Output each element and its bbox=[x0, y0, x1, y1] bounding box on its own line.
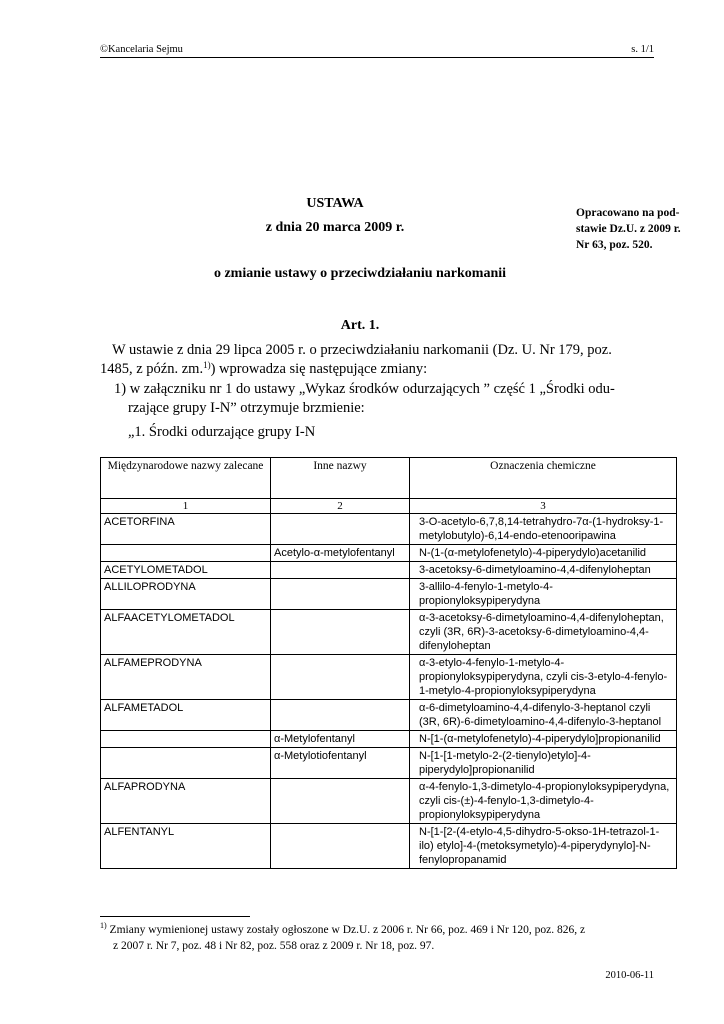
table-row bbox=[101, 779, 677, 824]
cell-chemical-name: N-[1-(α-metylofenetylo)-4-piperydylo]propionanilid bbox=[410, 731, 677, 748]
column-header: Międzynarodowe nazwy zalecane bbox=[101, 458, 271, 499]
amendment-item-line: rzające grupy I-N” otrzymuje brzmienie: bbox=[128, 400, 365, 416]
column-number: 1 bbox=[101, 499, 271, 514]
cell-other-name bbox=[271, 514, 410, 545]
quoted-heading: „1. Środki odurzające grupy I-N bbox=[128, 424, 316, 440]
cell-other-name bbox=[271, 779, 410, 824]
article-heading: Art. 1. bbox=[340, 318, 380, 333]
header-source: ©Kancelaria Sejmu bbox=[100, 44, 183, 55]
cell-other-name bbox=[271, 610, 410, 655]
table-row bbox=[101, 700, 677, 731]
cell-other-name bbox=[271, 824, 410, 869]
column-number: 2 bbox=[271, 499, 410, 514]
article-intro bbox=[100, 341, 625, 379]
cell-other-name: α-Metylotiofentanyl bbox=[271, 748, 410, 779]
table-row bbox=[101, 748, 677, 779]
cell-chemical-name: α-3-etylo-4-fenylo-1-metylo-4-propionyloksypiperydyna, czyli cis-3-etylo-4-fenylo-1-metylo-4-propionyloksypiperydyna bbox=[410, 655, 677, 700]
column-header: Oznaczenia chemiczne bbox=[410, 458, 677, 499]
footer-date: 2010-06-11 bbox=[605, 970, 654, 981]
cell-international-name: ALFAACETYLOMETADOL bbox=[101, 610, 271, 655]
cell-chemical-name: α-6-dimetyloamino-4,4-difenylo-3-heptanol czyli (3R, 6R)-6-dimetyloamino-4,4-difenylo-3-heptanol bbox=[410, 700, 677, 731]
table-header-row bbox=[101, 458, 677, 499]
cell-other-name bbox=[271, 655, 410, 700]
act-subject: o zmianie ustawy o przeciwdziałaniu narkomanii bbox=[213, 266, 507, 281]
act-date: z dnia 20 marca 2009 r. bbox=[265, 220, 405, 235]
table-row bbox=[101, 610, 677, 655]
footnote-text: Zmiany wymienionej ustawy zostały ogłoszone w Dz.U. z 2006 r. Nr 66, poz. 469 i Nr 120, poz. 826, z bbox=[106, 924, 586, 936]
table-row bbox=[101, 562, 677, 579]
column-number-row bbox=[101, 499, 677, 514]
publication-note-line: Opracowano na pod- bbox=[576, 207, 680, 219]
table-row bbox=[101, 824, 677, 869]
cell-chemical-name: N-[1-[1-metylo-2-(2-tienylo)etylo]-4-piperydylo]propionanilid bbox=[410, 748, 677, 779]
publication-note bbox=[576, 205, 706, 253]
header-page-number: s. 1/1 bbox=[631, 44, 654, 55]
cell-other-name bbox=[271, 700, 410, 731]
cell-other-name: Acetylo-α-metylofentanyl bbox=[271, 545, 410, 562]
cell-other-name bbox=[271, 562, 410, 579]
cell-chemical-name: α-4-fenylo-1,3-dimetylo-4-propionyloksypiperydyna, czyli cis-(±)-4-fenylo-1,3-dimetylo-4-propionyloksypiperydyna bbox=[410, 779, 677, 824]
cell-chemical-name: 3-allilo-4-fenylo-1-metylo-4-propionyloksypiperydyna bbox=[410, 579, 677, 610]
cell-international-name: ALFAMETADOL bbox=[101, 700, 271, 731]
footnote-line: z 2007 r. Nr 7, poz. 48 i Nr 82, poz. 558 oraz z 2009 r. Nr 18, poz. 97. bbox=[113, 940, 435, 952]
column-header: Inne nazwy bbox=[271, 458, 410, 499]
cell-international-name: ALFAMEPRODYNA bbox=[101, 655, 271, 700]
cell-chemical-name: 3-O-acetylo-6,7,8,14-tetrahydro-7α-(1-hydroksy-1-metylobutylo)-6,14-endo-etenooripawina bbox=[410, 514, 677, 545]
table-row bbox=[101, 579, 677, 610]
footnote-divider bbox=[100, 916, 250, 917]
cell-international-name: ALFENTANYL bbox=[101, 824, 271, 869]
footnote-line bbox=[100, 922, 630, 938]
column-number: 3 bbox=[410, 499, 677, 514]
act-title: USTAWA bbox=[306, 196, 364, 211]
article-intro-line bbox=[100, 360, 625, 379]
table-row bbox=[101, 731, 677, 748]
amendment-item-line: 1) w załączniku nr 1 do ustawy „Wykaz środków odurzających ” część 1 „Środki odu- bbox=[114, 381, 615, 397]
intro-text: 1485, z późn. zm. bbox=[100, 361, 204, 377]
cell-international-name: ACETORFINA bbox=[101, 514, 271, 545]
table-row bbox=[101, 655, 677, 700]
footnote bbox=[100, 922, 630, 954]
intro-text: ) wprowadza się następujące zmiany: bbox=[210, 361, 428, 377]
cell-chemical-name: N-[1-[2-(4-etylo-4,5-dihydro-5-okso-1H-tetrazol-1-ilo) etylo]-4-(metoksymetylo)-4-piperydynylo]-N-fenylopropanamid bbox=[410, 824, 677, 869]
table-row bbox=[101, 545, 677, 562]
article-intro-line: W ustawie z dnia 29 lipca 2005 r. o przeciwdziałaniu narkomanii (Dz. U. Nr 179, poz. bbox=[112, 342, 612, 358]
cell-international-name bbox=[101, 748, 271, 779]
cell-chemical-name: 3-acetoksy-6-dimetyloamino-4,4-difenyloheptan bbox=[410, 562, 677, 579]
cell-international-name: ALFAPRODYNA bbox=[101, 779, 271, 824]
footnote-marker: 1) bbox=[100, 921, 107, 930]
publication-note-line: stawie Dz.U. z 2009 r. bbox=[576, 223, 681, 235]
publication-note-line: Nr 63, poz. 520. bbox=[576, 239, 653, 251]
cell-international-name: ALLILOPRODYNA bbox=[101, 579, 271, 610]
cell-chemical-name: α-3-acetoksy-6-dimetyloamino-4,4-difenyloheptan, czyli (3R, 6R)-3-acetoksy-6-dimetyloamino-4,4-difenyloheptan bbox=[410, 610, 677, 655]
footnote-reference: 1) bbox=[203, 360, 211, 370]
amendment-item-1 bbox=[100, 380, 653, 418]
cell-international-name: ACETYLOMETADOL bbox=[101, 562, 271, 579]
cell-chemical-name: N-(1-(α-metylofenetylo)-4-piperydylo)acetanilid bbox=[410, 545, 677, 562]
cell-other-name: α-Metylofentanyl bbox=[271, 731, 410, 748]
cell-international-name bbox=[101, 545, 271, 562]
cell-other-name bbox=[271, 579, 410, 610]
cell-international-name bbox=[101, 731, 271, 748]
narcotics-table bbox=[100, 457, 677, 869]
table-row bbox=[101, 514, 677, 545]
header-divider bbox=[100, 57, 654, 58]
